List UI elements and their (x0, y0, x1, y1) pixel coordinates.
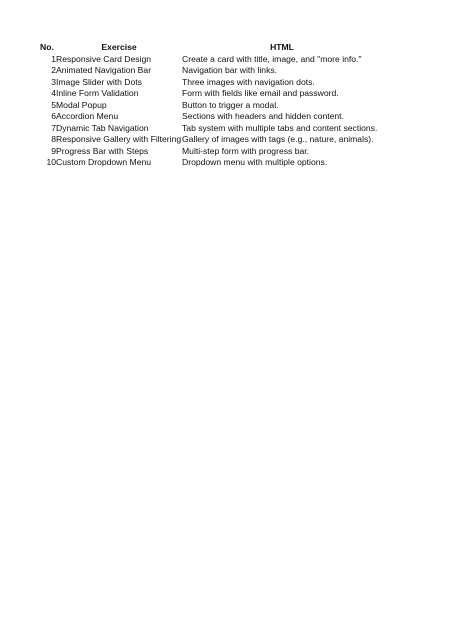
row-exercise: Progress Bar with Steps (56, 145, 149, 156)
table-row (40, 88, 440, 100)
table-row (40, 157, 440, 169)
row-exercise: Inline Form Validation (56, 88, 139, 98)
row-html: Tab system with multiple tabs and content sections. (182, 122, 378, 133)
row-html: Create a card with title, image, and "more info." (182, 53, 362, 64)
row-number: 3 (51, 76, 56, 87)
table-row (40, 134, 440, 146)
exercise-table (40, 42, 440, 169)
table-row (40, 54, 440, 66)
table-row (40, 123, 440, 135)
row-number: 5 (51, 99, 56, 110)
table-header-row (40, 42, 440, 54)
header-no: No. (40, 42, 54, 52)
row-exercise: Responsive Gallery with Filtering (56, 134, 182, 144)
row-exercise: Responsive Card Design (56, 53, 152, 64)
table-row (40, 100, 440, 112)
row-number: 2 (51, 65, 56, 75)
table-row (40, 146, 440, 158)
row-exercise: Modal Popup (56, 99, 107, 110)
table-row (40, 77, 440, 89)
row-html: Gallery of images with tags (e.g., nature, animals). (182, 134, 374, 144)
row-html: Navigation bar with links. (182, 65, 278, 75)
row-html: Dropdown menu with multiple options. (182, 157, 328, 167)
row-number: 4 (51, 88, 56, 98)
table-row (40, 111, 440, 123)
row-number: 1 (51, 53, 56, 64)
row-html: Three images with navigation dots. (182, 76, 315, 87)
row-html: Multi-step form with progress bar. (182, 145, 310, 156)
row-exercise: Accordion Menu (56, 111, 119, 121)
row-html: Button to trigger a modal. (182, 99, 279, 110)
row-exercise: Animated Navigation Bar (56, 65, 152, 75)
row-number: 7 (51, 122, 56, 133)
row-exercise: Custom Dropdown Menu (56, 157, 152, 167)
row-number: 6 (51, 111, 56, 121)
row-exercise: Dynamic Tab Navigation (56, 122, 149, 133)
row-number: 8 (51, 134, 56, 144)
header-exercise: Exercise (101, 42, 137, 52)
row-number: 9 (51, 145, 56, 156)
header-html: HTML (270, 42, 294, 52)
row-html: Sections with headers and hidden content. (182, 111, 344, 121)
row-exercise: Image Slider with Dots (56, 76, 142, 87)
row-html: Form with fields like email and password. (182, 88, 339, 98)
table-row (40, 65, 440, 77)
row-number: 10 (46, 157, 56, 167)
